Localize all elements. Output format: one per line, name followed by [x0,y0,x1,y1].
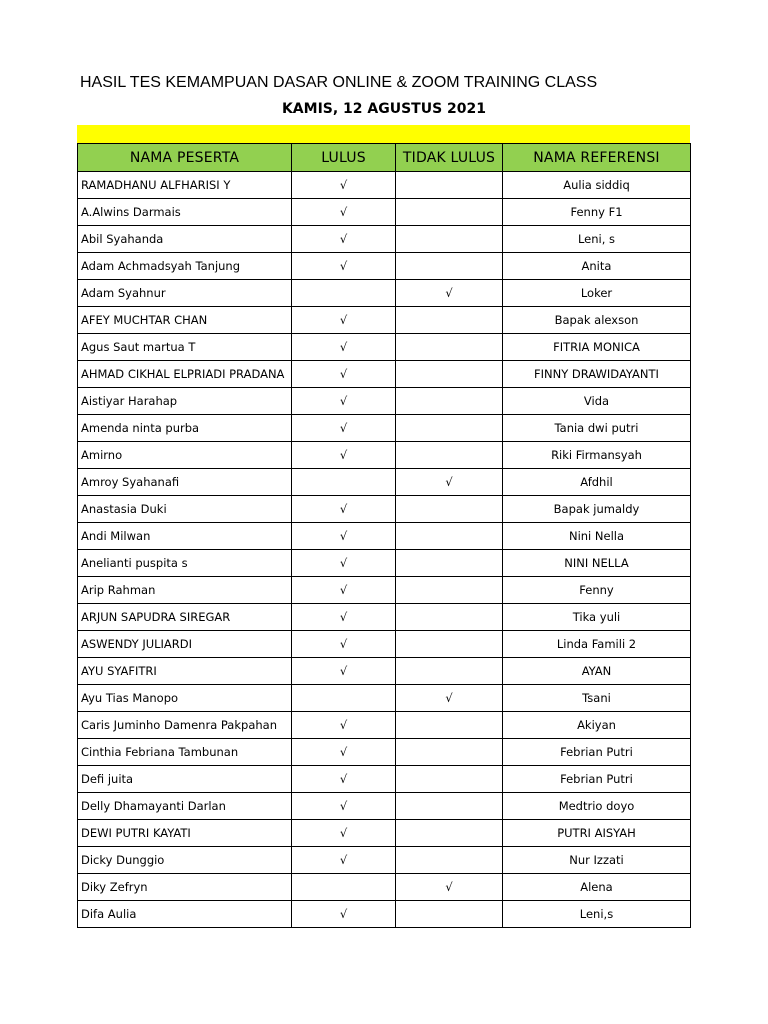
reference-name: FINNY DRAWIDAYANTI [503,361,691,388]
tidak-lulus-mark: √ [396,280,503,307]
reference-name: Loker [503,280,691,307]
tidak-lulus-mark [396,172,503,199]
participant-name: Adam Syahnur [78,280,292,307]
header-lulus: LULUS [292,144,396,172]
table-row [78,820,691,847]
tidak-lulus-mark [396,550,503,577]
participant-name: Defi juita [78,766,292,793]
participant-name: Aistiyar Harahap [78,388,292,415]
lulus-mark: √ [292,739,396,766]
lulus-mark [292,685,396,712]
participant-name: ARJUN SAPUDRA SIREGAR [78,604,292,631]
table-row [78,496,691,523]
participant-name: Arip Rahman [78,577,292,604]
lulus-mark: √ [292,577,396,604]
lulus-mark: √ [292,901,396,928]
participant-name: Cinthia Febriana Tambunan [78,739,292,766]
document-date [0,101,768,117]
reference-name: Anita [503,253,691,280]
table-row [78,901,691,928]
lulus-mark: √ [292,604,396,631]
participant-name: Diky Zefryn [78,874,292,901]
table-row [78,469,691,496]
reference-name: Afdhil [503,469,691,496]
tidak-lulus-mark [396,442,503,469]
table-row [78,604,691,631]
reference-name: Aulia siddiq [503,172,691,199]
reference-name: Febrian Putri [503,739,691,766]
lulus-mark: √ [292,361,396,388]
participant-name: Agus Saut martua T [78,334,292,361]
tidak-lulus-mark [396,793,503,820]
lulus-mark: √ [292,631,396,658]
reference-name: Bapak alexson [503,307,691,334]
lulus-mark: √ [292,712,396,739]
results-table [77,143,691,928]
reference-name: Nur Izzati [503,847,691,874]
table-row [78,793,691,820]
participant-name: Anelianti puspita s [78,550,292,577]
reference-name: Febrian Putri [503,766,691,793]
table-row [78,415,691,442]
tidak-lulus-mark [396,388,503,415]
tidak-lulus-mark [396,496,503,523]
table-row [78,658,691,685]
tidak-lulus-mark [396,766,503,793]
table-row [78,442,691,469]
tidak-lulus-mark [396,199,503,226]
reference-name: PUTRI AISYAH [503,820,691,847]
participant-name: Amenda ninta purba [78,415,292,442]
reference-name: Alena [503,874,691,901]
reference-name: Riki Firmansyah [503,442,691,469]
participant-name: Amirno [78,442,292,469]
table-row [78,361,691,388]
lulus-mark: √ [292,388,396,415]
table-row [78,253,691,280]
tidak-lulus-mark: √ [396,874,503,901]
lulus-mark: √ [292,847,396,874]
tidak-lulus-mark [396,523,503,550]
lulus-mark: √ [292,172,396,199]
lulus-mark [292,469,396,496]
participant-name: Difa Aulia [78,901,292,928]
tidak-lulus-mark [396,847,503,874]
tidak-lulus-mark [396,631,503,658]
reference-name: Tania dwi putri [503,415,691,442]
lulus-mark: √ [292,334,396,361]
lulus-mark: √ [292,496,396,523]
participant-name: Abil Syahanda [78,226,292,253]
tidak-lulus-mark [396,577,503,604]
lulus-mark: √ [292,199,396,226]
table-row [78,550,691,577]
tidak-lulus-mark [396,361,503,388]
tidak-lulus-mark: √ [396,469,503,496]
lulus-mark: √ [292,442,396,469]
table-header-row [78,144,691,172]
lulus-mark [292,874,396,901]
header-nama-referensi: NAMA REFERENSI [503,144,691,172]
participant-name: Ayu Tias Manopo [78,685,292,712]
reference-name: Tsani [503,685,691,712]
table-row [78,334,691,361]
lulus-mark: √ [292,307,396,334]
tidak-lulus-mark [396,253,503,280]
tidak-lulus-mark [396,820,503,847]
tidak-lulus-mark [396,712,503,739]
participant-name: ASWENDY JULIARDI [78,631,292,658]
participant-name: Caris Juminho Damenra Pakpahan [78,712,292,739]
reference-name: Fenny F1 [503,199,691,226]
document-title: HASIL TES KEMAMPUAN DASAR ONLINE & ZOOM TRAINING CLASS [80,74,598,91]
lulus-mark: √ [292,523,396,550]
reference-name: Leni, s [503,226,691,253]
table-row [78,199,691,226]
header-tidak-lulus: TIDAK LULUS [396,144,503,172]
table-body [78,172,691,928]
reference-name: AYAN [503,658,691,685]
reference-name: Bapak jumaldy [503,496,691,523]
lulus-mark: √ [292,415,396,442]
participant-name: Adam Achmadsyah Tanjung [78,253,292,280]
table-row [78,766,691,793]
reference-name: Fenny [503,577,691,604]
tidak-lulus-mark: √ [396,685,503,712]
tidak-lulus-mark [396,415,503,442]
participant-name: Anastasia Duki [78,496,292,523]
lulus-mark: √ [292,658,396,685]
participant-name: Dicky Dunggio [78,847,292,874]
participant-name: Amroy Syahanafi [78,469,292,496]
table-row [78,739,691,766]
participant-name: Andi Milwan [78,523,292,550]
tidak-lulus-mark [396,901,503,928]
table-row [78,307,691,334]
header-nama-peserta: NAMA PESERTA [78,144,292,172]
table-row [78,577,691,604]
participant-name: DEWI PUTRI KAYATI [78,820,292,847]
table-row [78,685,691,712]
reference-name: NINI NELLA [503,550,691,577]
table-row [78,847,691,874]
lulus-mark: √ [292,820,396,847]
tidak-lulus-mark [396,739,503,766]
table-row [78,712,691,739]
participant-name: AYU SYAFITRI [78,658,292,685]
document-date-text: KAMIS, 12 AGUSTUS 2021 [281,101,487,117]
lulus-mark: √ [292,253,396,280]
reference-name: FITRIA MONICA [503,334,691,361]
table-row [78,280,691,307]
participant-name: A.Alwins Darmais [78,199,292,226]
table-row [78,226,691,253]
participant-name: AFEY MUCHTAR CHAN [78,307,292,334]
tidak-lulus-mark [396,658,503,685]
reference-name: Vida [503,388,691,415]
reference-name: Akiyan [503,712,691,739]
lulus-mark: √ [292,226,396,253]
lulus-mark: √ [292,766,396,793]
tidak-lulus-mark [396,604,503,631]
tidak-lulus-mark [396,226,503,253]
participant-name: RAMADHANU ALFHARISI Y [78,172,292,199]
table-row [78,874,691,901]
reference-name: Nini Nella [503,523,691,550]
reference-name: Linda Famili 2 [503,631,691,658]
table-row [78,388,691,415]
lulus-mark: √ [292,793,396,820]
reference-name: Leni,s [503,901,691,928]
tidak-lulus-mark [396,307,503,334]
table-row [78,631,691,658]
participant-name: Delly Dhamayanti Darlan [78,793,292,820]
participant-name: AHMAD CIKHAL ELPRIADI PRADANA [78,361,292,388]
reference-name: Medtrio doyo [503,793,691,820]
tidak-lulus-mark [396,334,503,361]
table-row [78,523,691,550]
lulus-mark [292,280,396,307]
lulus-mark: √ [292,550,396,577]
table-row [78,172,691,199]
highlight-band [77,125,690,143]
reference-name: Tika yuli [503,604,691,631]
